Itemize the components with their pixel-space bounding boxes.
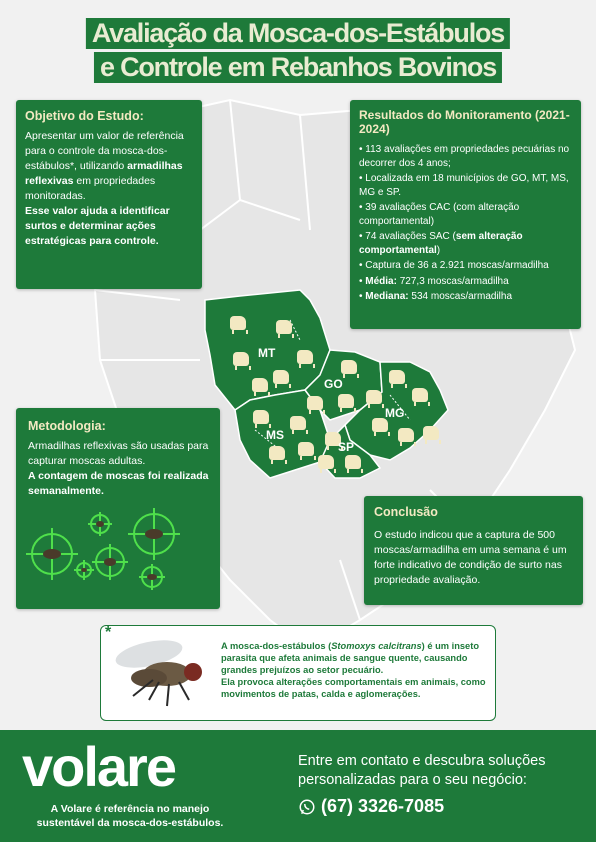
cow-icon <box>307 396 323 410</box>
objective-card <box>16 100 202 289</box>
phone-number[interactable]: (67) 3326-7085 <box>321 796 445 816</box>
cow-icon <box>230 316 246 330</box>
cow-icon <box>252 378 268 392</box>
title-line-1: Avaliação da Mosca-dos-Estábulos <box>86 18 510 49</box>
cow-icon <box>412 388 428 402</box>
conclusion-text: O estudo indicou que a captura de 500 moscas/armadilha em uma semana é um forte indicativo de condição de surto nas propriedade avaliação. <box>374 529 567 586</box>
list-item: • 74 avaliações SAC (sem alteração comportamental) <box>359 230 573 257</box>
state-label-go: GO <box>324 377 343 391</box>
cow-icon <box>338 394 354 408</box>
whatsapp-icon <box>298 798 316 816</box>
results-card <box>350 100 581 329</box>
cow-icon <box>290 416 306 430</box>
state-label-mg: MG <box>385 406 405 420</box>
cow-icon <box>276 320 292 334</box>
list-item: • Média: 727,3 moscas/armadilha <box>359 275 573 289</box>
cow-icon <box>345 455 361 469</box>
cow-icon <box>398 428 414 442</box>
cow-icon <box>273 370 289 384</box>
methodology-card <box>16 408 220 609</box>
list-item: • Mediana: 534 moscas/armadilha <box>359 290 573 304</box>
methodology-text: Armadilhas reflexivas são usadas para capturar moscas adultas. <box>28 440 209 467</box>
note-asterisk: * <box>105 624 112 641</box>
cow-icon <box>423 426 439 440</box>
cow-icon <box>372 418 388 432</box>
results-list <box>359 143 573 304</box>
footer-logo: volare <box>22 735 175 798</box>
footer-tagline: A Volare é referência no manejo sustentável da mosca-dos-estábulos. <box>36 803 224 829</box>
objective-text: Apresentar um valor de referência para o controle da mosca-dos-estábulos*, utilizando armadilhas reflexivas em propriedades monitoradas. <box>25 130 184 202</box>
title-line-2: e Controle em Rebanhos Bovinos <box>94 52 502 83</box>
list-item: • 113 avaliações em propriedades pecuárias no decorrer dos 4 anos; <box>359 143 573 170</box>
methodology-highlight: A contagem de moscas foi realizada semanalmente. <box>28 470 209 497</box>
state-label-ms: MS <box>266 428 284 442</box>
footer-cta: Entre em contato e descubra soluções personalizadas para o seu negócio: <box>298 753 546 788</box>
state-label-mt: MT <box>258 346 276 360</box>
list-item: • Localizada em 18 municípios de GO, MT, MS, MG e SP. <box>359 172 573 199</box>
cow-icon <box>297 350 313 364</box>
results-heading: Resultados do Monitoramento (2021-2024) <box>359 108 570 136</box>
note-box <box>100 625 496 721</box>
note-text: A mosca-dos-estábulos (Stomoxys calcitrans) é um inseto parasita que afeta animais de sangue quente, causando grandes prejuízos ao setor pecuário. Ela provoca alterações comportamentais em animais, como movimentos de patas, calda e aglomerações. <box>221 641 486 699</box>
fly-target-icons <box>24 504 206 599</box>
cow-icon <box>341 360 357 374</box>
cow-icon <box>318 455 334 469</box>
cow-icon <box>269 446 285 460</box>
footer <box>0 730 596 842</box>
cow-icon <box>253 410 269 424</box>
conclusion-heading: Conclusão <box>374 505 438 519</box>
cow-icon <box>298 442 314 456</box>
objective-heading: Objetivo do Estudo: <box>25 109 144 123</box>
list-item: • Captura de 36 a 2.921 moscas/armadilha <box>359 259 573 273</box>
list-item: • 39 avaliações CAC (com alteração comportamental) <box>359 201 573 228</box>
cow-icon <box>366 390 382 404</box>
stable-fly-icon <box>109 634 209 714</box>
objective-highlight: Esse valor ajuda a identificar surtos e determinar ações estratégicas para controle. <box>25 205 170 247</box>
cow-icon <box>389 370 405 384</box>
state-label-sp: SP <box>338 440 355 454</box>
conclusion-card <box>364 496 583 605</box>
methodology-heading: Metodologia: <box>28 419 106 433</box>
phone-row[interactable] <box>298 796 444 817</box>
cow-icon <box>233 352 249 366</box>
